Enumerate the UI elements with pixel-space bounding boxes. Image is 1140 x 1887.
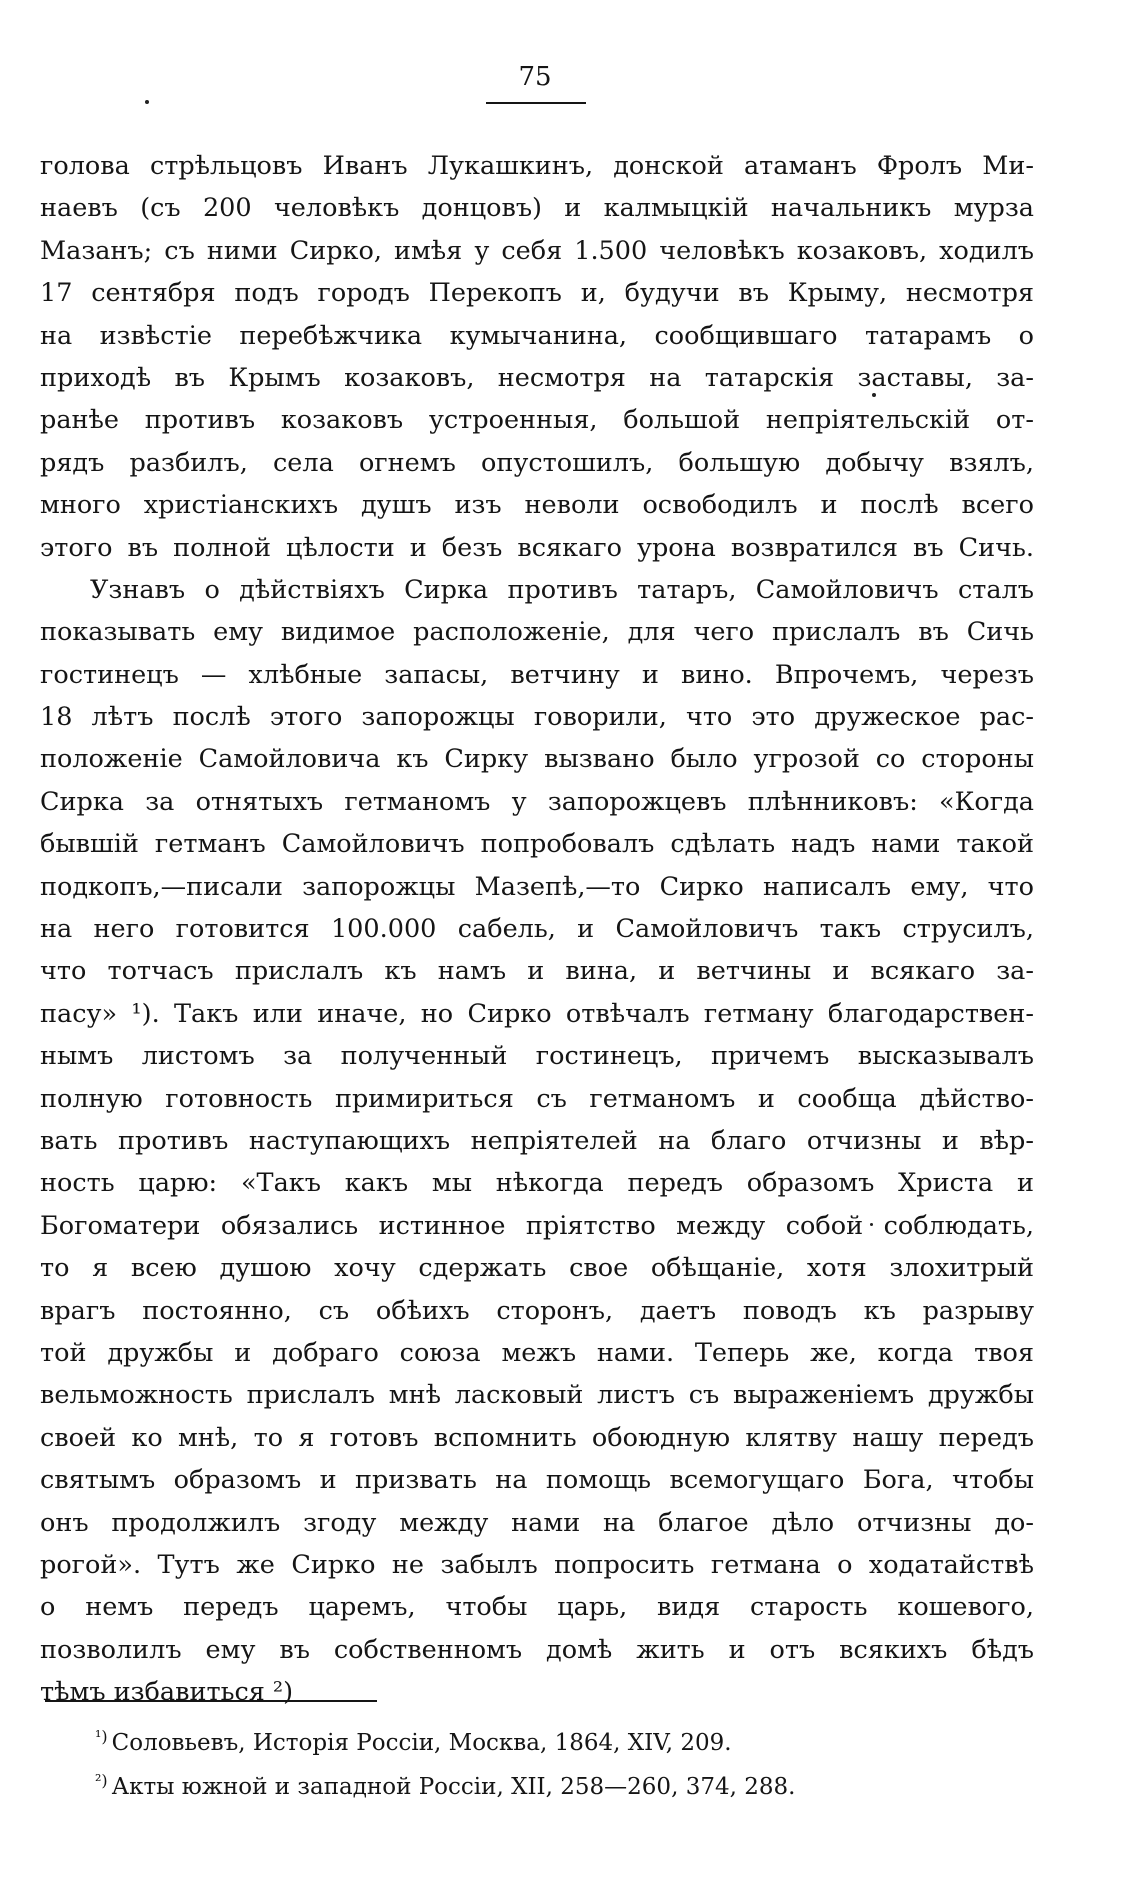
text-line: той дружбы и добраго союза межъ нами. Теперь же, когда твоя <box>40 1337 1034 1368</box>
footnote-text: Соловьевъ, Исторія Россіи, Москва, 1864, XIV, 209. <box>111 1730 732 1756</box>
footnote-separator <box>45 1700 377 1702</box>
footnotes <box>95 1718 995 1806</box>
text-line: бывшій гетманъ Самойловичъ попробовалъ сдѣлать надъ нами такой <box>40 829 1034 860</box>
text-line: Сирка за отнятыхъ гетманомъ у запорожцевъ плѣнниковъ: «Когда <box>40 786 1034 817</box>
text-line: показывать ему видимое расположеніе, для чего прислалъ въ Сичь <box>40 617 1034 648</box>
text-line: ность царю: «Такъ какъ мы нѣкогда передъ образомъ Христа и <box>40 1168 1034 1199</box>
text-line: много христіанскихъ душъ изъ неволи освободилъ и послѣ всего <box>40 490 1034 521</box>
text-line: позволилъ ему въ собственномъ домѣ жить и отъ всякихъ бѣдъ <box>40 1634 1034 1665</box>
text-line: что тотчасъ прислалъ къ намъ и вина, и ветчины и всякаго за- <box>40 956 1034 987</box>
text-line: наевъ (съ 200 человѣкъ донцовъ) и калмыцкій начальникъ мурза <box>40 193 1034 224</box>
text-line: голова стрѣльцовъ Иванъ Лукашкинъ, донской атаманъ Фролъ Ми- <box>40 151 1034 181</box>
text-line: Мазанъ; съ ними Сирко, имѣя у себя 1.500 человѣкъ козаковъ, ходилъ <box>40 235 1034 266</box>
text-line: нымъ листомъ за полученный гостинецъ, причемъ высказывалъ <box>40 1041 1034 1072</box>
text-line: рогой». Тутъ же Сирко не забылъ попросить гетмана о ходатайствѣ <box>40 1549 1034 1580</box>
text-line: гостинецъ — хлѣбные запасы, ветчину и вино. Впрочемъ, черезъ <box>40 659 1034 690</box>
text-line: Богоматери обязались истинное пріятство между собой соблюдать, <box>40 1210 1034 1241</box>
text-line: подкопъ,—писали запорожцы Мазепѣ,—то Сирко написалъ ему, что <box>40 871 1034 902</box>
page-number: 75 <box>518 62 552 92</box>
text-line: на извѣстіе перебѣжчика кумычанина, сообщившаго татарамъ о <box>40 320 1034 351</box>
text-line: вать противъ наступающихъ непріятелей на благо отчизны и вѣр- <box>40 1125 1034 1156</box>
text-line: онъ продолжилъ згоду между нами на благое дѣло отчизны до- <box>40 1507 1034 1538</box>
text-line-paragraph-end: тѣмъ избавиться ²) <box>40 1677 294 1708</box>
footnote-marker: ²) <box>95 1771 108 1790</box>
body-text <box>40 145 1034 1713</box>
text-line-paragraph-start: Узнавъ о дѣйствіяхъ Сирка противъ татаръ, Самойловичъ сталъ <box>90 574 1034 605</box>
text-line: ранѣе противъ козаковъ устроенныя, большой непріятельскій от- <box>40 405 1034 436</box>
text-line: рядъ разбилъ, села огнемъ опустошилъ, большую добычу взялъ, <box>40 447 1034 478</box>
text-line: на него готовится 100.000 сабель, и Самойловичъ такъ струсилъ, <box>40 914 1034 945</box>
footnote-1 <box>95 1718 995 1762</box>
text-line: о немъ передъ царемъ, чтобы царь, видя старость кошевого, <box>40 1592 1034 1623</box>
text-line: пасу» ¹). Такъ или иначе, но Сирко отвѣчалъ гетману благодарствен- <box>40 998 1034 1029</box>
text-line: 18 лѣтъ послѣ этого запорожцы говорили, что это дружеское рас- <box>40 702 1034 733</box>
footnote-2 <box>95 1762 995 1806</box>
text-line: врагъ постоянно, съ обѣихъ сторонъ, даетъ поводъ къ разрыву <box>40 1295 1034 1326</box>
print-speck <box>145 100 149 104</box>
footnote-text: Акты южной и западной Россіи, XII, 258—260, 374, 288. <box>111 1774 796 1800</box>
text-line: святымъ образомъ и призвать на помощь всемогущаго Бога, чтобы <box>40 1465 1034 1496</box>
text-line: этого въ полной цѣлости и безъ всякаго урона возвратился въ Сичь. <box>40 532 1034 563</box>
text-line: своей ко мнѣ, то я готовъ вспомнить обоюдную клятву нашу передъ <box>40 1422 1034 1453</box>
text-line: то я всею душою хочу сдержать свое обѣщаніе, хотя злохитрый <box>40 1253 1034 1284</box>
text-line: вельможность прислалъ мнѣ ласковый листъ съ выраженіемъ дружбы <box>40 1380 1034 1411</box>
footnote-marker: ¹) <box>95 1727 108 1746</box>
text-line: полную готовность примириться съ гетманомъ и сообща дѣйство- <box>40 1083 1034 1114</box>
text-line: приходѣ въ Крымъ козаковъ, несмотря на татарскія заставы, за- <box>40 362 1034 393</box>
page-number-rule <box>486 102 586 104</box>
text-line: 17 сентября подъ городъ Перекопъ и, будучи въ Крыму, несмотря <box>40 278 1034 309</box>
text-line: положеніе Самойловича къ Сирку вызвано было угрозой со стороны <box>40 744 1034 775</box>
